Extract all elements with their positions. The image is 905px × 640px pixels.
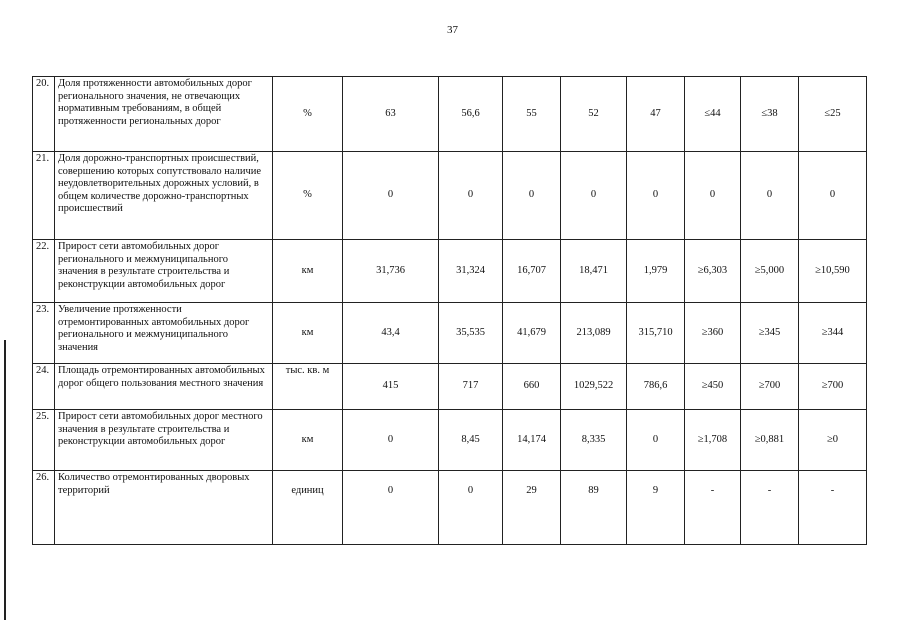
indicator-name: Доля протяженности автомобильных дорог регионального значения, не отвечающих нормативным требованиям, в общей протяженности региональных дорог (55, 77, 273, 152)
unit-cell: единиц (273, 471, 343, 545)
row-number: 24. (33, 364, 55, 410)
value-cell: ≤38 (741, 77, 799, 152)
value-cell: 89 (561, 471, 627, 545)
value-cell: 0 (503, 152, 561, 240)
value-cell: 0 (343, 410, 439, 471)
value-cell: ≥10,590 (799, 240, 867, 303)
value-cell: 41,679 (503, 303, 561, 364)
value-cell: 56,6 (439, 77, 503, 152)
value-cell: 0 (627, 410, 685, 471)
value-cell: 35,535 (439, 303, 503, 364)
row-number: 25. (33, 410, 55, 471)
page-number: 37 (447, 24, 458, 36)
value-cell: 0 (685, 152, 741, 240)
value-cell: 1,979 (627, 240, 685, 303)
value-cell: 29 (503, 471, 561, 545)
indicator-name: Прирост сети автомобильных дорог местного значения в результате строительства и реконструкции автомобильных дорог (55, 410, 273, 471)
value-cell: 63 (343, 77, 439, 152)
value-cell: 47 (627, 77, 685, 152)
unit-cell: км (273, 303, 343, 364)
indicator-name: Увеличение протяженности отремонтированных автомобильных дорог регионального и межмуниципального значения (55, 303, 273, 364)
value-cell: 9 (627, 471, 685, 545)
value-cell: 213,089 (561, 303, 627, 364)
value-cell: ≥360 (685, 303, 741, 364)
value-cell: ≥345 (741, 303, 799, 364)
value-cell: 0 (741, 152, 799, 240)
row-number: 26. (33, 471, 55, 545)
table-row (33, 303, 867, 364)
value-cell: 0 (561, 152, 627, 240)
value-cell: 660 (503, 364, 561, 410)
value-cell: 786,6 (627, 364, 685, 410)
scan-edge-mark (4, 340, 6, 620)
indicator-name: Доля дорожно-транспортных происшествий, совершению которых сопутствовало наличие неудовлетворительных дорожных условий, в общем количестве дорожно-транспортных происшествий (55, 152, 273, 240)
value-cell: 55 (503, 77, 561, 152)
value-cell: ≥0,881 (741, 410, 799, 471)
value-cell: 0 (343, 471, 439, 545)
row-number: 21. (33, 152, 55, 240)
value-cell: 717 (439, 364, 503, 410)
unit-cell: тыс. кв. м (273, 364, 343, 410)
value-cell: 8,335 (561, 410, 627, 471)
table-row (33, 410, 867, 471)
table-row (33, 77, 867, 152)
indicators-table (32, 76, 867, 545)
value-cell: 14,174 (503, 410, 561, 471)
value-cell: ≥344 (799, 303, 867, 364)
value-cell: 18,471 (561, 240, 627, 303)
value-cell: 43,4 (343, 303, 439, 364)
value-cell: ≥5,000 (741, 240, 799, 303)
value-cell: 0 (799, 152, 867, 240)
value-cell: ≥450 (685, 364, 741, 410)
value-cell: 1029,522 (561, 364, 627, 410)
row-number: 22. (33, 240, 55, 303)
row-number: 23. (33, 303, 55, 364)
unit-cell: % (273, 152, 343, 240)
value-cell: 0 (627, 152, 685, 240)
value-cell: 0 (439, 471, 503, 545)
value-cell: 415 (343, 364, 439, 410)
value-cell: ≤25 (799, 77, 867, 152)
value-cell: 31,736 (343, 240, 439, 303)
table-row (33, 240, 867, 303)
value-cell: ≥700 (799, 364, 867, 410)
value-cell: - (685, 471, 741, 545)
unit-cell: % (273, 77, 343, 152)
indicator-name: Площадь отремонтированных автомобильных дорог общего пользования местного значения (55, 364, 273, 410)
value-cell: ≥1,708 (685, 410, 741, 471)
value-cell: 52 (561, 77, 627, 152)
indicator-name: Количество отремонтированных дворовых территорий (55, 471, 273, 545)
value-cell: - (799, 471, 867, 545)
value-cell: 16,707 (503, 240, 561, 303)
table-row (33, 471, 867, 545)
value-cell: 8,45 (439, 410, 503, 471)
table-row (33, 364, 867, 410)
value-cell: 315,710 (627, 303, 685, 364)
value-cell: ≥700 (741, 364, 799, 410)
row-number: 20. (33, 77, 55, 152)
value-cell: 31,324 (439, 240, 503, 303)
indicator-name: Прирост сети автомобильных дорог регионального и межмуниципального значения в результате строительства и реконструкции автомобильных дорог (55, 240, 273, 303)
value-cell: 0 (439, 152, 503, 240)
unit-cell: км (273, 240, 343, 303)
value-cell: - (741, 471, 799, 545)
value-cell: ≤44 (685, 77, 741, 152)
unit-cell: км (273, 410, 343, 471)
value-cell: ≥0 (799, 410, 867, 471)
value-cell: 0 (343, 152, 439, 240)
table-row (33, 152, 867, 240)
value-cell: ≥6,303 (685, 240, 741, 303)
